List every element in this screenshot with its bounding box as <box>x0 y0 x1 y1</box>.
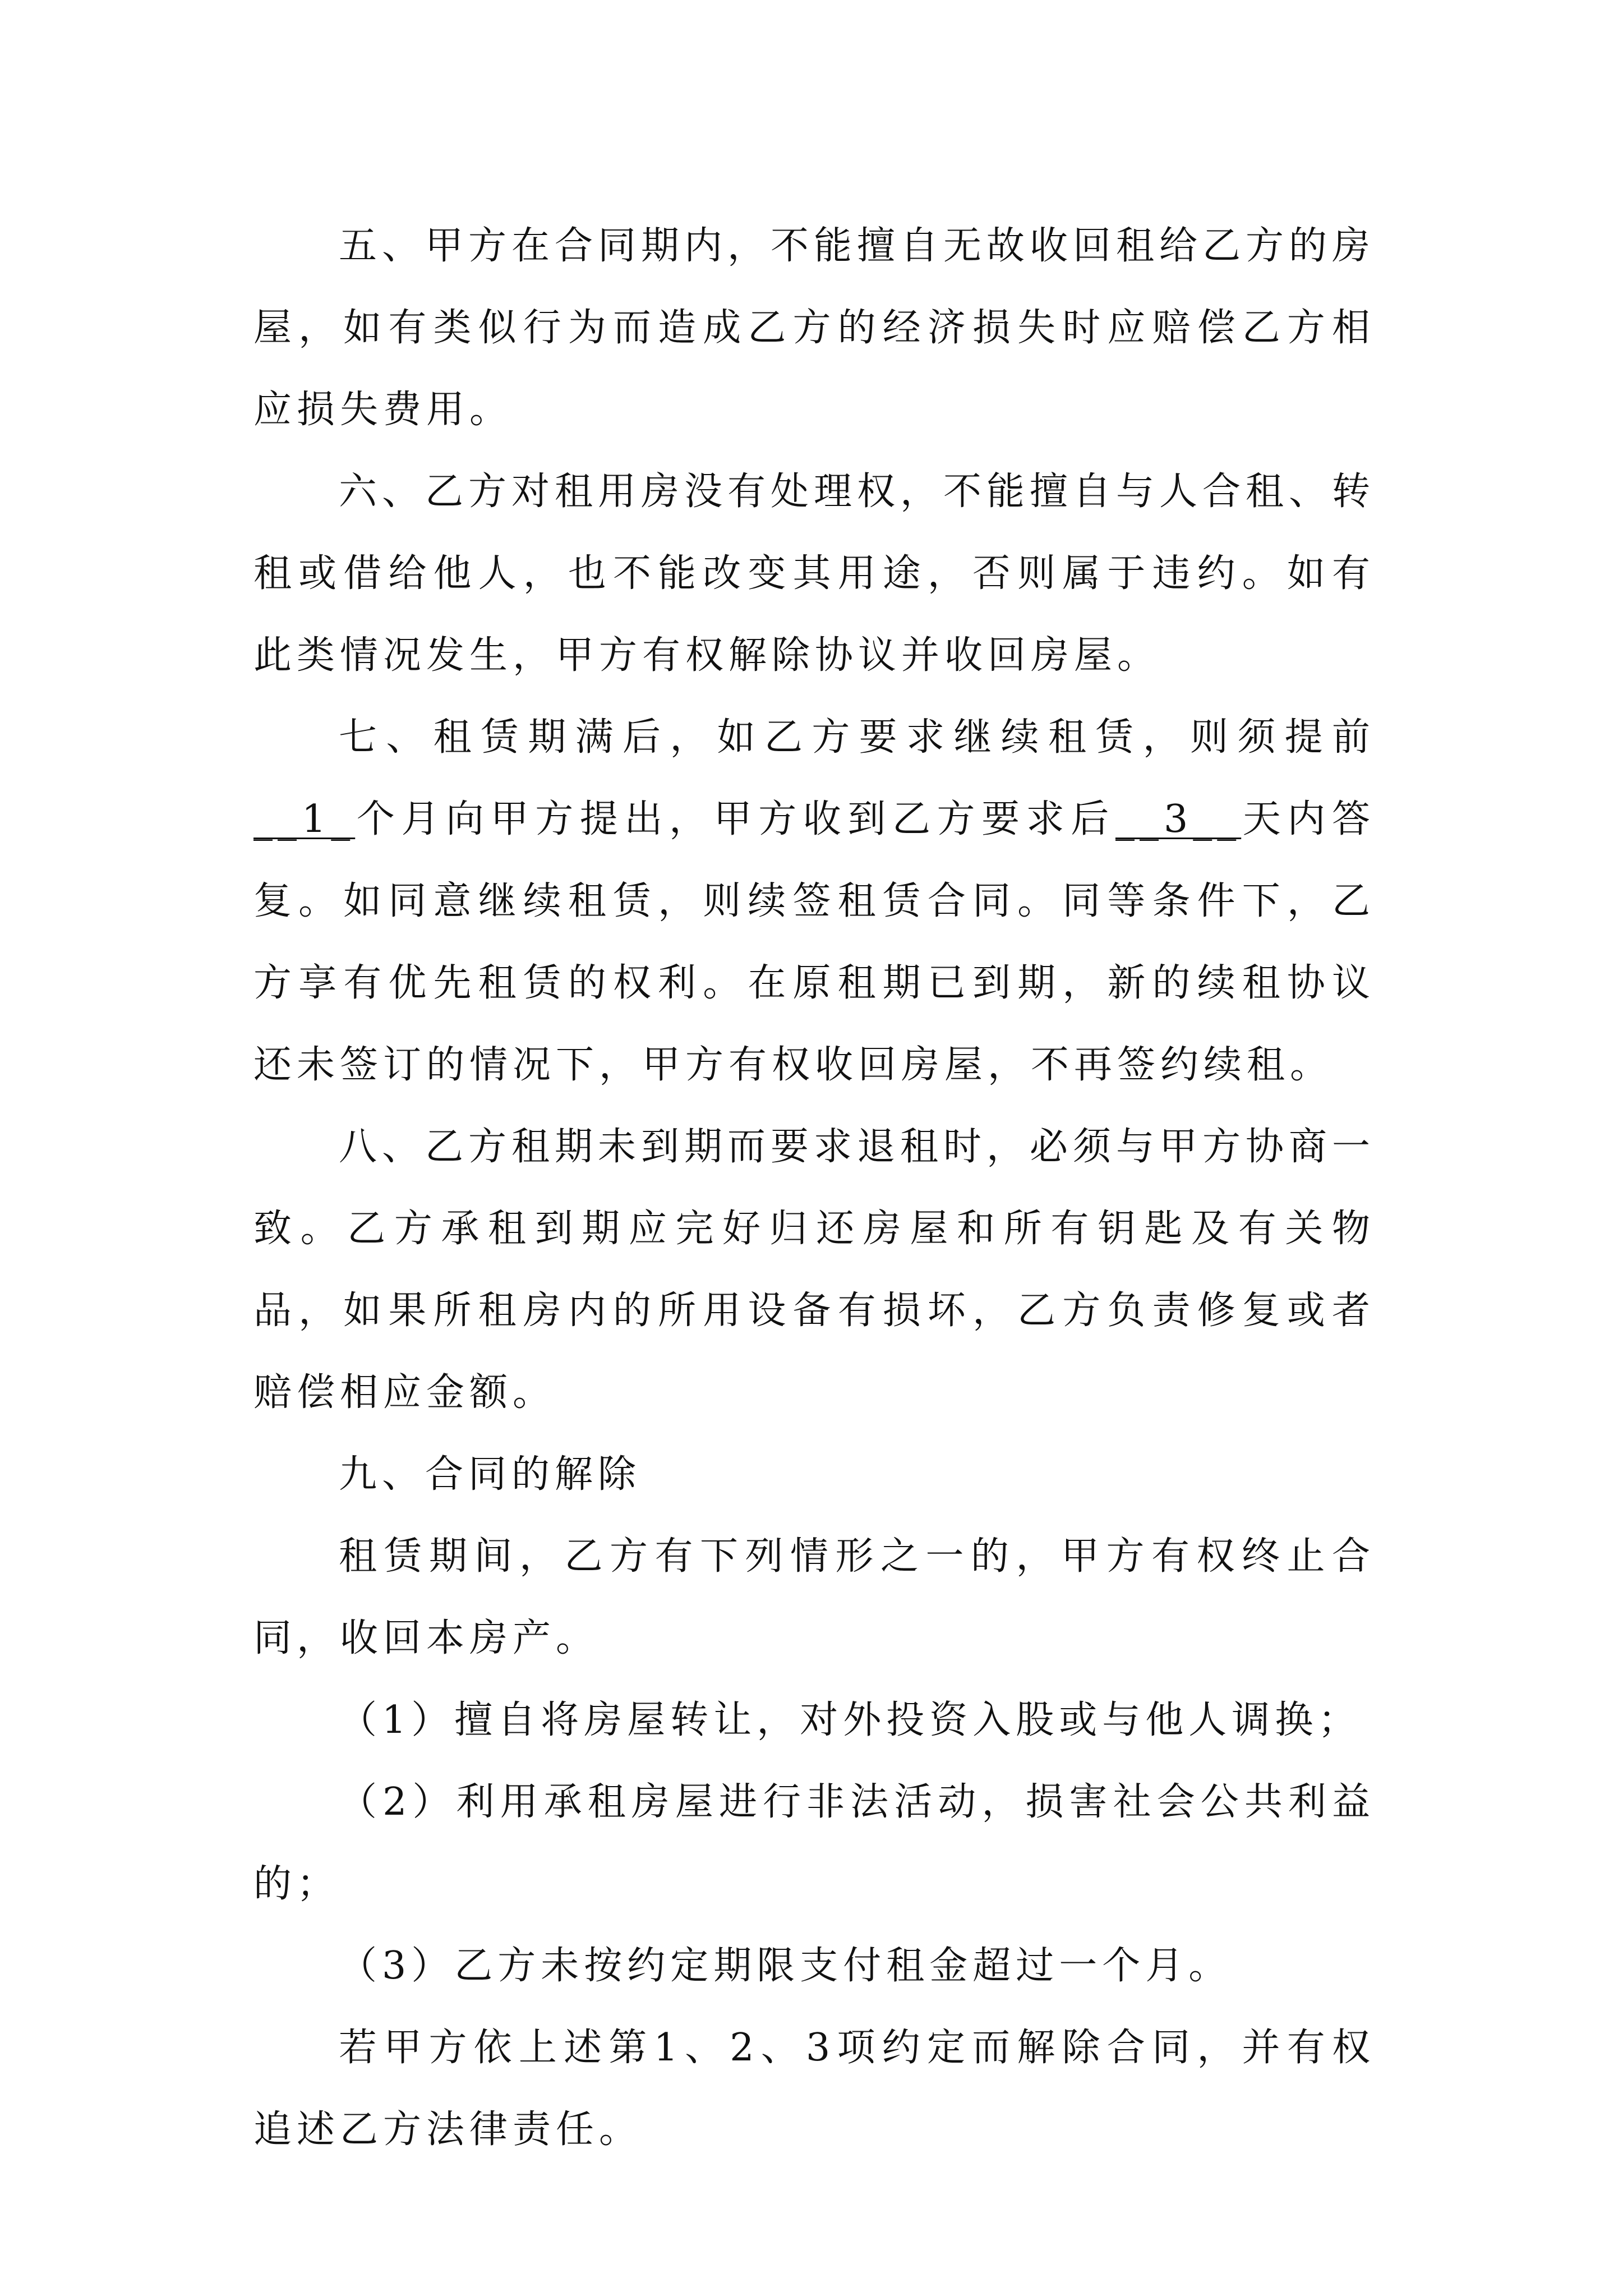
clause-9-conclusion: 若甲方依上述第1、2、3项约定而解除合同，并有权追述乙方法律责任。 <box>253 2026 1375 2152</box>
clause-5: 五、甲方在合同期内，不能擅自无故收回租给乙方的房屋，如有类似行为而造成乙方的经济损失时应赔偿乙方相应损失费用。 <box>253 224 1376 432</box>
clause-8: 八、乙方租期未到期而要求退租时，必须与甲方协商一致。乙方承租到期应完好归还房屋和所有钥匙及有关物品，如果所租房内的所用设备有损坏，乙方负责修复或者赔偿相应金额。 <box>253 1125 1376 1415</box>
clause-7-text-2: 个月向甲方提出，甲方收到乙方要求后 <box>355 797 1115 841</box>
document-body <box>253 205 1375 2171</box>
clause-7 <box>253 697 1375 1106</box>
clause-9-heading: 九、合同的解除 <box>339 1452 642 1497</box>
clause-7-text-1: 七、租赁期满后，如乙方要求继续租赁，则须提前 <box>339 715 1375 760</box>
clause-6: 六、乙方对租用房没有处理权，不能擅自与人合租、转租或借给他人，也不能改变其用途，否则属于违约。如有此类情况发生，甲方有权解除协议并收回房屋。 <box>253 470 1376 678</box>
clause-9-intro: 租赁期间，乙方有下列情形之一的，甲方有权终止合同，收回本房产。 <box>253 1534 1375 1660</box>
termination-item-1: （1）擅自将房屋转让，对外投资入股或与他人调换； <box>339 1698 1362 1742</box>
termination-item-2: （2）利用承租房屋进行非法活动，损害社会公共利益的； <box>253 1780 1375 1906</box>
clause-7-text-3: 天内答复。如同意继续租赁，则续签租赁合同。同等条件下，乙方享有优先租赁的权利。在原租期已到期，新的续租协议还未签订的情况下，甲方有权收回房屋，不再签约续租。 <box>253 797 1375 1087</box>
termination-item-3: （3）乙方未按约定期限支付租金超过一个月。 <box>339 1944 1232 1988</box>
renewal-notice-months-blank: __1_ <box>253 797 356 841</box>
reply-days-blank: __3__ <box>1115 797 1242 841</box>
